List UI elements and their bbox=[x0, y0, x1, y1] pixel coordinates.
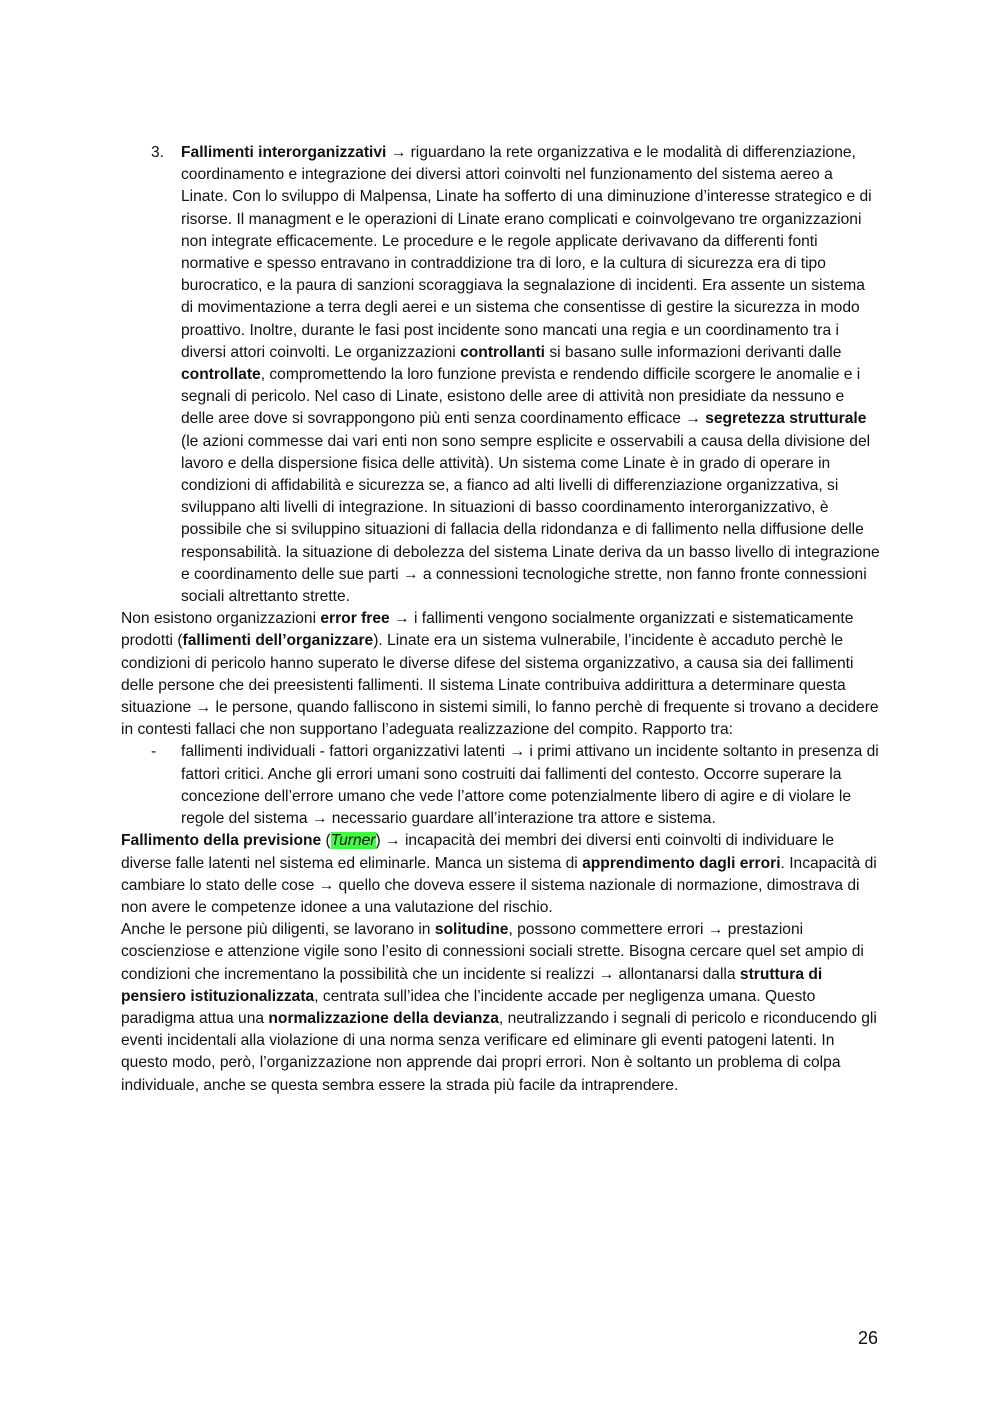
text-run: → riguardano la rete organizzativa e le modalità di differenziazione, coordinamento e integrazione dei diversi attori coinvolti nel funzionamento del sistema aereo a Linate. Con lo sviluppo di Malpensa, Linate ha sofferto di una diminuzione d’interesse strategico e di risorse. Il managment e le operazioni di Linate erano complicati e coinvolgevano tre organizzazioni non integrate efficacemente. Le procedure e le regole applicate derivavano da differenti fonti normative e spesso entravano in contraddizione tra di loro, e la cultura di sicurezza era di tipo burocratico, e la paura di sanzioni scoraggiava la segnalazione di incidenti. Era assente un sistema di movimentazione a terra degli aerei e un sistema che consentisse di gestire la sicurezza in modo proattivo. Inoltre, durante le fasi post incidente sono mancati una regia e un coordinamento tra i diversi attori coinvolti. Le organizzazioni bbox=[181, 144, 872, 361]
text-run: Anche le persone più diligenti, se lavorano in bbox=[121, 921, 435, 939]
bold-text: Fallimenti interorganizzativi bbox=[181, 144, 387, 161]
bold-text: fallimenti dell’organizzare bbox=[182, 632, 374, 650]
text-run: , compromettendo la loro funzione prevista e rendendo difficile scorgere le anomalie e i segnali di pericolo. Nel caso di Linate, esistono delle aree di attività non presidiate da nessuno e delle aree dove si sovrappongono più enti senza coordinamento efficace → bbox=[181, 366, 861, 428]
text-run: ). Linate era un sistema vulnerabile, l’incidente è accaduto perchè le condizioni di pericolo hanno superato le diverse difese del sistema organizzativo, a causa sia dei fallimenti delle persone che dei preesistenti fallimenti. Il sistema Linate contribuiva addirittura a determinare questa situazione → le persone, quando falliscono in sistemi simili, lo fanno perchè di frequente si trovano a decidere in contesti fallaci che non supportano l’adeguata realizzazione del compito. Rapporto tra: bbox=[121, 632, 879, 739]
text-run: , possono commettere errori → prestazioni coscienziose e attenzione vigile sono l’esito di connessioni sociali strette. Bisogna cercare quel set ampio di condizioni che incrementano la possibilità che un incidente si realizzi → allontanarsi dalla bbox=[121, 921, 864, 983]
bold-text: Fallimento della previsione bbox=[121, 832, 322, 850]
text-run: si basano sulle informazioni derivanti dalle bbox=[545, 343, 842, 361]
bold-text: controllate bbox=[181, 366, 261, 384]
bold-text: segretezza strutturale bbox=[705, 410, 867, 428]
numbered-list-item-3 bbox=[121, 142, 881, 608]
page-number: 26 bbox=[857, 1328, 878, 1348]
bold-text: solitudine bbox=[434, 921, 509, 939]
text-run: . Incapacità di cambiare lo stato delle cose → quello che doveva essere il sistema nazionale di normazione, dimostrava di non avere le competenze idonee a una valutazione del rischio. bbox=[121, 854, 877, 916]
list-marker: 3. bbox=[151, 144, 165, 161]
text-run: → i fallimenti vengono socialmente organizzati e sistematicamente prodotti ( bbox=[121, 610, 854, 650]
bold-text: normalizzazione della devianza bbox=[268, 1009, 499, 1027]
bullet-list-item bbox=[121, 741, 881, 830]
text-run: (le azioni commesse dai vari enti non sono sempre esplicite e osservabili a causa della divisione del lavoro e della dispersione fisica delle attività). Un sistema come Linate è in grado di operare in condizioni di affidabilità e sicurezza se, a fianco ad alti livelli di differenziazione organizzativa, si sviluppano alti livelli di integrazione. In situazioni di basso coordinamento interorganizzativo, è possibile che si sviluppino situazioni di fallacia della ridondanza e di fallimento nella diffusione delle responsabilità. la situazione di debolezza del sistema Linate deriva da un basso livello di integrazione e coordinamento delle sue parti → a connessioni tecnologiche strette, non fanno fronte connessioni sociali altrettanto strette. bbox=[181, 432, 880, 606]
text-run: fallimenti individuali - fattori organizzativi latenti → i primi attivano un incidente soltanto in presenza di fattori critici. Anche gli errori umani sono costruiti dai fallimenti del contesto. Occorre superare la concezione dell’errore umano che vede l’attore come potenzialmente libero di agire e di violare le regole del sistema → necessario guardare all’interazione tra attore e sistema. bbox=[181, 743, 879, 828]
text-run: ( bbox=[321, 832, 331, 850]
paragraph-individual-failures bbox=[181, 741, 881, 830]
bold-text: struttura di pensiero istituzionalizzata bbox=[121, 965, 823, 1005]
text-run: ) → incapacità dei membri dei diversi enti coinvolti di individuare le diverse falle latenti nel sistema ed eliminarle. Manca un sistema di bbox=[121, 832, 834, 872]
paragraph-solitude bbox=[121, 919, 881, 1097]
highlighted-text: Turner bbox=[330, 832, 376, 850]
text-run: , neutralizzando i segnali di pericolo e riconducendo gli eventi incidentali alla violazione di una norma senza verificare ed eliminare gli eventi patogeni latenti. In questo modo, però, l’organizzazione non apprende dai propri errori. Non è soltanto un problema di colpa individuale, anche se questa sembra essere la strada più facile da intraprendere. bbox=[121, 1009, 877, 1094]
bold-text: apprendimento dagli errori bbox=[582, 854, 781, 872]
paragraph-failure-of-foresight bbox=[121, 830, 881, 919]
page-content bbox=[121, 142, 881, 1097]
bold-text: controllanti bbox=[460, 343, 545, 361]
bold-text: error free bbox=[320, 610, 390, 628]
text-run: , centrata sull’idea che l’incidente accade per negligenza umana. Questo paradigma attua una bbox=[121, 987, 816, 1027]
paragraph-interorganizational-failures bbox=[181, 142, 881, 608]
paragraph-error-free bbox=[121, 608, 881, 741]
text-run: Non esistono organizzazioni bbox=[121, 610, 321, 628]
bullet-marker: - bbox=[151, 743, 157, 761]
